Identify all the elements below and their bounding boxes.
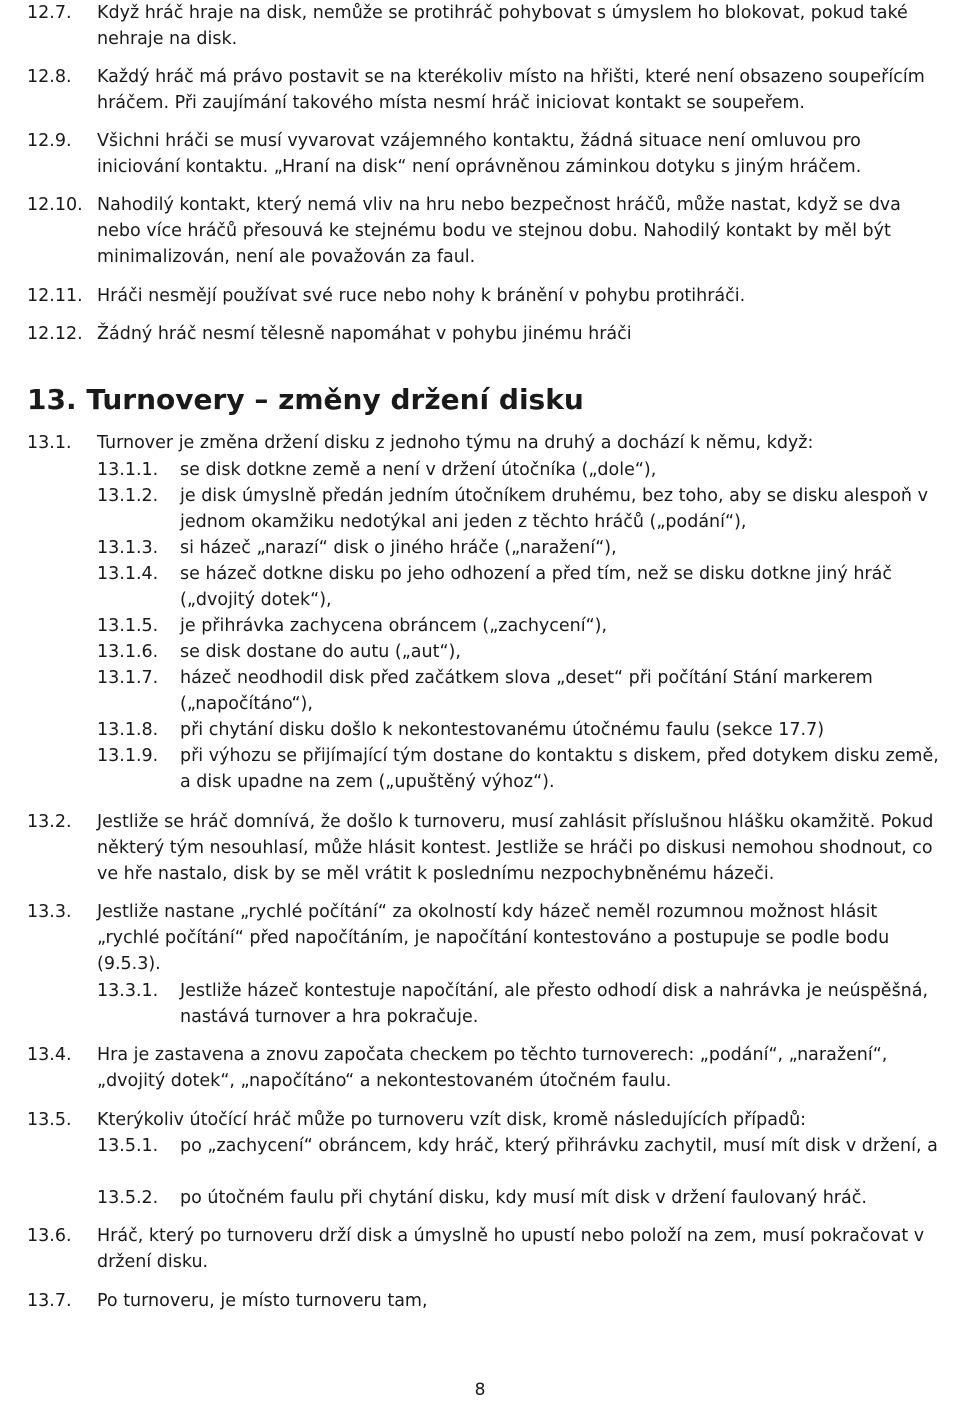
rule-text: Každý hráč má právo postavit se na kterékoliv místo na hřišti, které není obsazeno soupeřícím hráčem. Při zaujímání takového místa nesmí hráč iniciovat kontakt se soupeřem.: [97, 67, 925, 113]
rule-number: 13.1.9.: [97, 746, 159, 766]
rule-text: si házeč „narazí“ disk o jiného hráče („naražení“),: [180, 538, 617, 558]
rule-text: Hráči nesmějí používat své ruce nebo nohy k bránění v pohybu protihráči.: [97, 286, 746, 306]
rule-text: Kterýkoliv útočící hráč může po turnoveru vzít disk, kromě následujících případů:: [97, 1110, 807, 1130]
rule-text: Hra je zastavena a znovu započata checkem po těchto turnoverech: „podání“, „naražení“, „dvojitý dotek“, „napočítáno“ a nekontestovaném útočném faulu.: [97, 1045, 888, 1091]
rule-number: 13.1.6.: [97, 642, 159, 662]
rule-text: Jestliže nastane „rychlé počítání“ za okolností kdy házeč neměl rozumnou možnost hlásit „rychlé počítání“ před napočítáním, je napočítání kontestováno a postupuje se podle bodu (9.5.3).: [97, 902, 890, 974]
rule-text: házeč neodhodil disk před začátkem slova „deset“ při počítání Stání markerem („napočítáno“),: [180, 668, 873, 714]
rule-number: 13.5.1.: [97, 1136, 159, 1156]
rule-text: Nahodilý kontakt, který nemá vliv na hru nebo bezpečnost hráčů, může nastat, když se dva nebo více hráčů přesouvá ke stejnému bodu ve stejnou dobu. Nahodilý kontakt by měl být minimalizován, není ale považován za faul.: [97, 195, 901, 267]
rule-text: se disk dotkne země a není v držení útočníka („dole“),: [180, 460, 657, 480]
rule-number: 13.4.: [27, 1045, 72, 1065]
rule-text: se disk dostane do autu („aut“),: [180, 642, 461, 662]
rule-text: Hráč, který po turnoveru drží disk a úmyslně ho upustí nebo položí na zem, musí pokračovat v držení disku.: [97, 1226, 925, 1272]
rule-number: 13.2.: [27, 812, 72, 832]
rule-text: po „zachycení“ obráncem, kdy hráč, který přihrávku zachytil, musí mít disk v držení, a: [180, 1136, 938, 1156]
rule-number: 12.11.: [27, 286, 83, 306]
page-number: 8: [474, 1380, 486, 1400]
rule-text: Všichni hráči se musí vyvarovat vzájemného kontaktu, žádná situace není omluvou pro iniciování kontaktu. „Hraní na disk“ není oprávněnou záminkou dotyku s jiným hráčem.: [97, 131, 862, 177]
rule-number: 12.10.: [27, 195, 83, 215]
rule-text: Turnover je změna držení disku z jednoho týmu na druhý a dochází k němu, když:: [97, 433, 814, 453]
rule-number: 13.1.3.: [97, 538, 159, 558]
rule-number: 13.1.: [27, 433, 72, 453]
rule-number: 13.1.8.: [97, 720, 159, 740]
rule-text: Jestliže se hráč domnívá, že došlo k turnoveru, musí zahlásit příslušnou hlášku okamžitě. Pokud některý tým nesouhlasí, může hlásit kontest. Jestliže se hráči po diskusi nemohou shodnout, co ve hře nastalo, disk by se měl vrátit k poslednímu nezpochybněnému házeči.: [97, 812, 934, 884]
rule-text: Jestliže házeč kontestuje napočítání, ale přesto odhodí disk a nahrávka je neúspěšná, nastává turnover a hra pokračuje.: [180, 981, 929, 1027]
rule-text: Když hráč hraje na disk, nemůže se protihráč pohybovat s úmyslem ho blokovat, pokud také nehraje na disk.: [97, 3, 908, 49]
rule-text: se házeč dotkne disku po jeho odhození a před tím, než se disku dotkne jiný hráč („dvojitý dotek“),: [180, 564, 892, 610]
rule-text: po útočném faulu při chytání disku, kdy musí mít disk v držení faulovaný hráč.: [180, 1188, 867, 1208]
rule-number: 13.1.2.: [97, 486, 159, 506]
rule-number: 13.3.1.: [97, 981, 159, 1001]
rule-text: při výhozu se přijímající tým dostane do kontaktu s diskem, před dotykem disku země, a disk upadne na zem („upuštěný výhoz“).: [180, 746, 939, 792]
rule-number: 13.1.7.: [97, 668, 159, 688]
rule-number: 13.5.: [27, 1110, 72, 1130]
rule-text: je přihrávka zachycena obráncem („zachycení“),: [180, 616, 608, 636]
rule-number: 12.9.: [27, 131, 72, 151]
rule-text: Po turnoveru, je místo turnoveru tam,: [97, 1291, 428, 1311]
rule-number: 12.8.: [27, 67, 72, 87]
rule-number: 13.5.2.: [97, 1188, 159, 1208]
rule-number: 13.6.: [27, 1226, 72, 1246]
rule-text: Žádný hráč nesmí tělesně napomáhat v pohybu jinému hráči: [97, 324, 632, 344]
rule-text: je disk úmyslně předán jedním útočníkem druhému, bez toho, aby se disku alespoň v jednom okamžiku nedotýkal ani jeden z těchto hráčů („podání“),: [180, 486, 928, 532]
rule-number: 13.1.1.: [97, 460, 159, 480]
rule-number: 13.1.4.: [97, 564, 159, 584]
rule-text: při chytání disku došlo k nekontestovanému útočnému faulu (sekce 17.7): [180, 720, 825, 740]
rule-number: 13.3.: [27, 902, 72, 922]
rule-number: 12.12.: [27, 324, 83, 344]
rule-number: 12.7.: [27, 3, 72, 23]
rule-number: 13.1.5.: [97, 616, 159, 636]
section-heading: 13. Turnovery – změny držení disku: [27, 383, 584, 416]
rule-number: 13.7.: [27, 1291, 72, 1311]
